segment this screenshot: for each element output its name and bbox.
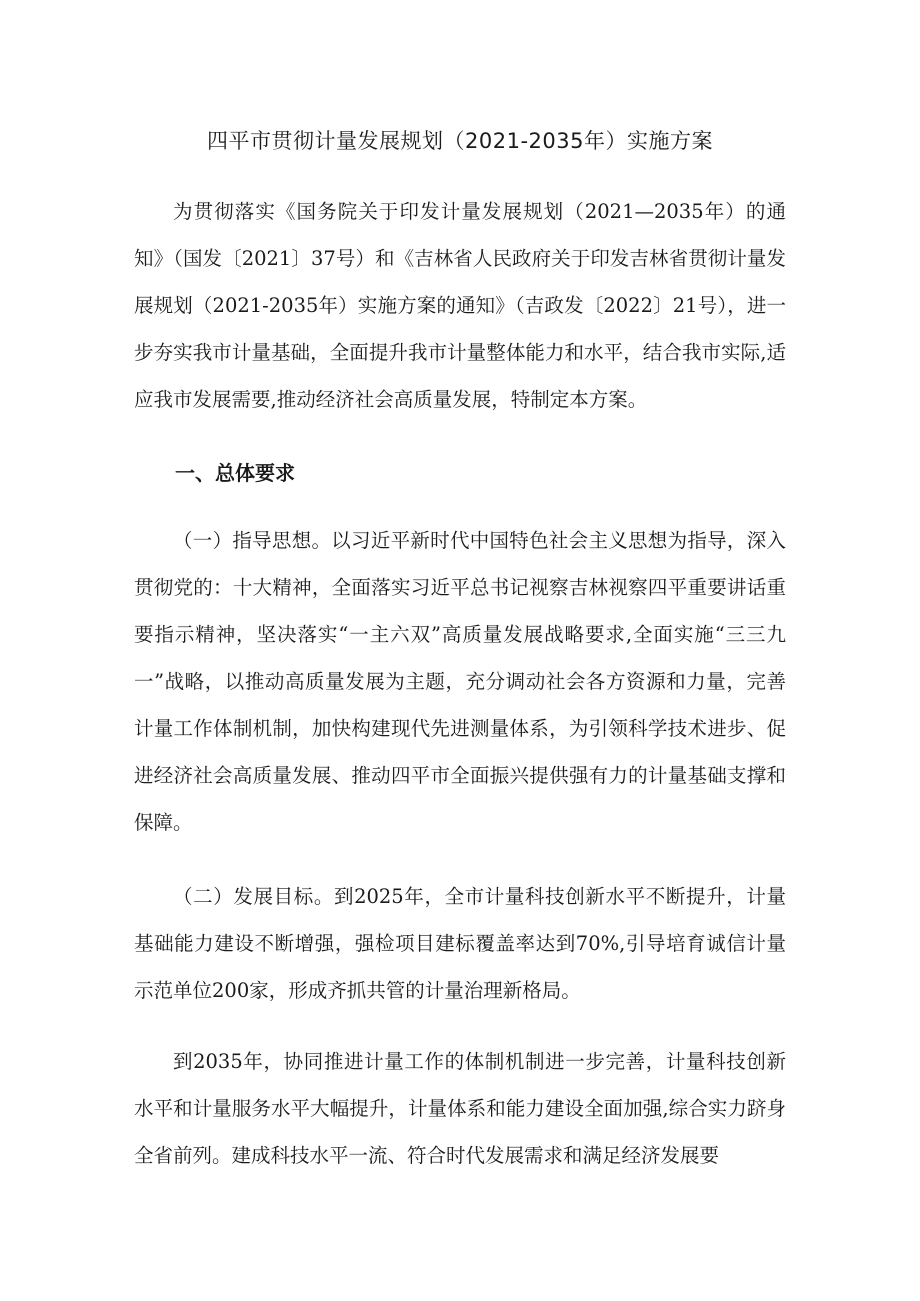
document-title: 四平市贯彻计量发展规划（2021-2035年）实施方案 (207, 129, 713, 153)
intro-paragraph: 为贯彻落实《国务院关于印发计量发展规划（2021—2035年）的通知》（国发〔2021〕37号）和《吉林省人民政府关于印发吉林省贯彻计量发展规划（2021-2035年）实施方案的通知》（吉政发〔2022〕21号），进一步夯实我市计量基础，全面提升我市计量整体能力和水平，结合我市实际,适应我市发展需要,推动经济社会高质量发展，特制定本方案。 (134, 200, 786, 411)
goal-2035-paragraph: 到2035年，协同推进计量工作的体制机制进一步完善，计量科技创新水平和计量服务水平大幅提升，计量体系和能力建设全面加强,综合实力跻身全省前列。建成科技水平一流、符合时代发展需求和满足经济发展要 (134, 1050, 786, 1167)
guiding-thought-paragraph: （一）指导思想。以习近平新时代中国特色社会主义思想为指导，深入贯彻党的：十大精神，全面落实习近平总书记视察吉林视察四平重要讲话重要指示精神，坚决落实“一主六双”高质量发展战略要求,全面实施“三三九一”战略，以推动高质量发展为主题，充分调动社会各方资源和力量，完善计量工作体制机制，加快构建现代先进测量体系，为引领科学技术进步、促进经济社会高质量发展、推动四平市全面振兴提供强有力的计量基础支撑和保障。 (134, 529, 786, 834)
development-goals-paragraph: （二）发展目标。到2025年，全市计量科技创新水平不断提升，计量基础能力建设不断增强，强检项目建标覆盖率达到70%,引导培育诚信计量示范单位200家，形成齐抓共管的计量治理新格局。 (134, 885, 786, 1002)
section-heading-general-requirements: 一、总体要求 (175, 461, 295, 485)
